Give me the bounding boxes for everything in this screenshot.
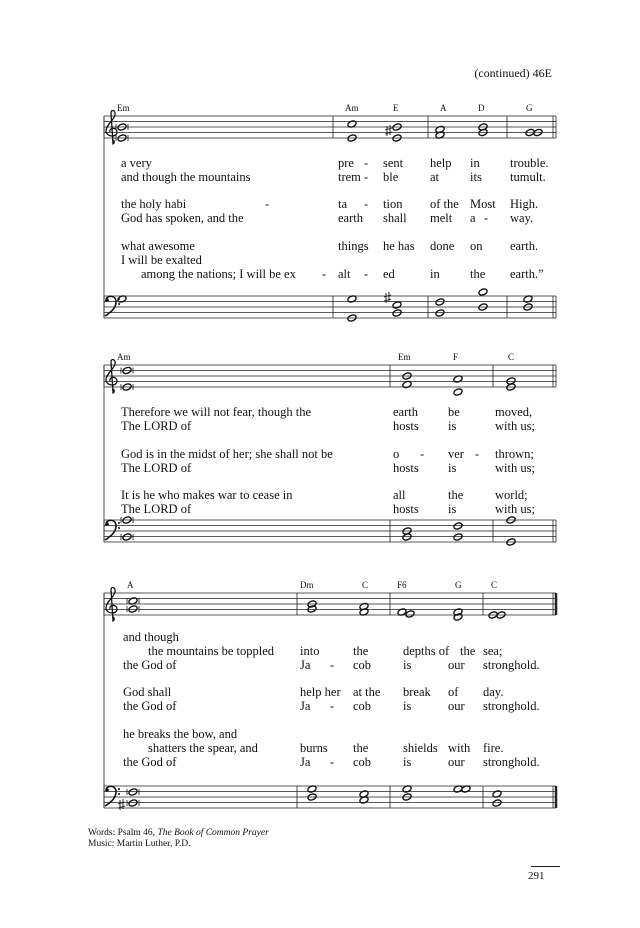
lyric-syllable: things [338, 239, 369, 253]
bass-clef-dot [105, 522, 109, 526]
continued-header: (continued) 46E [474, 66, 552, 80]
lyric-syllable: is [403, 755, 412, 769]
lyric-syllable: its [470, 170, 482, 184]
lyric-syllable: Therefore we will not fear, though the [121, 405, 312, 419]
note-head [128, 605, 138, 613]
note-head [453, 388, 463, 396]
chord-symbol: Am [117, 352, 131, 362]
lyric-syllable: o [393, 447, 400, 461]
chord-symbol: G [455, 580, 462, 590]
bass-clef-dot [105, 788, 109, 792]
lyric-syllable: burns [300, 741, 328, 755]
lyric-syllable: he has [383, 239, 415, 253]
lyric-syllable: Ja [300, 658, 311, 672]
lyric-syllable: our [448, 699, 465, 713]
lyric-syllable: God has spoken, and the [121, 211, 244, 225]
lyric-syllable: a very [121, 156, 152, 170]
lyric-syllable: stronghold. [483, 755, 540, 769]
lyric-syllable: with us; [495, 502, 535, 516]
lyric-syllable: ed [383, 267, 395, 281]
chord-symbol: C [362, 580, 369, 590]
lyric-syllable: the holy habi [121, 197, 187, 211]
lyric-syllable: cob [353, 658, 372, 672]
lyric-syllable: The LORD of [121, 502, 192, 516]
lyric-syllable: is [403, 699, 412, 713]
lyric-syllable: help [430, 156, 452, 170]
lyric-syllable: earth.” [510, 267, 544, 281]
lyric-syllable: in [470, 156, 480, 170]
lyric-syllable: - [364, 267, 369, 281]
lyric-syllable: of the [430, 197, 459, 211]
note-head [128, 799, 138, 807]
note-head [392, 301, 402, 309]
credits [88, 828, 269, 850]
words-credit: Words: Psalm 46, The Book of Common Prayer [88, 828, 269, 838]
bass-clef-dot [118, 793, 120, 795]
lyric-syllable: ver [448, 447, 464, 461]
lyric-syllable: - [420, 447, 425, 461]
lyric-syllable: moved, [495, 405, 533, 419]
lyric-syllable: It is he who makes war to cease in [121, 488, 293, 502]
lyric-syllable: the [470, 267, 486, 281]
lyric-syllable: all [393, 488, 406, 502]
lyric-syllable: sent [383, 156, 404, 170]
lyric-syllable: with us; [495, 419, 535, 433]
lyric-syllable: ta [338, 197, 348, 211]
lyric-syllable: is [403, 658, 412, 672]
lyric-syllable: into [300, 644, 320, 658]
lyric-syllable: the [353, 644, 369, 658]
lyric-syllable: pre [338, 156, 354, 170]
lyric-syllable: shatters the spear, and [148, 741, 258, 755]
bass-clef-dot [118, 527, 120, 529]
lyric-syllable: hosts [393, 419, 419, 433]
lyric-syllable: day. [483, 685, 504, 699]
lyric-syllable: depths of [403, 644, 450, 658]
lyric-syllable: stronghold. [483, 658, 540, 672]
note-head [492, 799, 502, 807]
lyric-syllable: is [448, 502, 457, 516]
lyric-syllable: break [403, 685, 431, 699]
lyric-syllable: Ja [300, 699, 311, 713]
lyric-syllable: - [265, 197, 270, 211]
lyric-syllable: earth. [510, 239, 539, 253]
page-number: 291 [528, 870, 545, 882]
lyric-syllable: and though the mountains [121, 170, 251, 184]
lyric-syllable: High. [510, 197, 539, 211]
lyric-syllable: the God of [123, 755, 177, 769]
lyric-syllable: the [460, 644, 476, 658]
lyric-syllable: shields [403, 741, 438, 755]
lyric-syllable: world; [495, 488, 528, 502]
lyric-syllable: the [353, 741, 369, 755]
lyric-syllable: cob [353, 699, 372, 713]
lyric-syllable: hosts [393, 502, 419, 516]
chord-symbol: A [440, 103, 447, 113]
chord-symbol: Em [117, 103, 130, 113]
lyric-syllable: - [364, 197, 369, 211]
chord-symbol: C [491, 580, 498, 590]
chord-symbol: G [526, 103, 533, 113]
note-head [453, 533, 463, 541]
lyric-syllable: thrown; [495, 447, 534, 461]
note-head [392, 309, 402, 317]
lyric-syllable: among the nations; I will be ex [141, 267, 296, 281]
lyric-syllable: and though [123, 630, 179, 644]
lyric-syllable: - [364, 156, 369, 170]
chord-symbol: F6 [397, 580, 407, 590]
chord-symbol: E [393, 103, 399, 113]
note-head [453, 522, 463, 530]
lyric-syllable: - [364, 170, 369, 184]
lyric-syllable: done [430, 239, 455, 253]
lyric-syllable: our [448, 658, 465, 672]
lyric-syllable: at [430, 170, 440, 184]
chord-symbol: D [478, 103, 485, 113]
lyric-syllable: The LORD of [121, 461, 192, 475]
page-number-rule [531, 866, 560, 867]
lyric-syllable: shall [383, 211, 407, 225]
lyric-syllable: Most [470, 197, 496, 211]
lyric-syllable: - [330, 699, 335, 713]
lyric-syllable: hosts [393, 461, 419, 475]
lyric-syllable: - [484, 211, 489, 225]
lyric-syllable: cob [353, 755, 372, 769]
lyric-syllable: a [470, 211, 476, 225]
chord-symbol: Em [398, 352, 411, 362]
lyric-syllable: Ja [300, 755, 311, 769]
lyric-syllable: our [448, 755, 465, 769]
lyric-syllable: melt [430, 211, 453, 225]
bass-clef-dot [118, 522, 120, 524]
lyric-syllable: trem [338, 170, 361, 184]
lyric-syllable: with [448, 741, 471, 755]
lyric-syllable: the [448, 488, 464, 502]
lyric-syllable: God shall [123, 685, 172, 699]
lyric-syllable: - [330, 658, 335, 672]
bass-clef-dot [105, 298, 109, 302]
lyric-syllable: be [448, 405, 460, 419]
note-head [435, 309, 445, 317]
lyric-syllable: earth [338, 211, 363, 225]
lyric-syllable: way. [510, 211, 534, 225]
lyric-syllable: the God of [123, 699, 177, 713]
chord-symbol: A [127, 580, 134, 590]
lyric-syllable: help her [300, 685, 341, 699]
lyric-syllable: - [322, 267, 327, 281]
lyric-syllable: what awesome [121, 239, 195, 253]
lyric-syllable: ble [383, 170, 399, 184]
note-head [435, 298, 445, 306]
lyric-syllable: tion [383, 197, 403, 211]
lyric-syllable: I will be exalted [121, 253, 202, 267]
lyric-syllable: the mountains be toppled [148, 644, 275, 658]
lyric-syllable: is [448, 419, 457, 433]
lyric-syllable: is [448, 461, 457, 475]
lyric-syllable: alt [338, 267, 351, 281]
bass-clef-dot [118, 303, 120, 305]
lyric-syllable: God is in the midst of her; she shall not be [121, 447, 333, 461]
lyric-syllable: fire. [483, 741, 504, 755]
lyric-syllable: earth [393, 405, 418, 419]
lyric-syllable: stronghold. [483, 699, 540, 713]
bass-clef-dot [118, 788, 120, 790]
lyric-syllable: with us; [495, 461, 535, 475]
chord-symbol: Dm [300, 580, 314, 590]
lyric-syllable: - [330, 755, 335, 769]
lyric-syllable: the God of [123, 658, 177, 672]
lyric-syllable: - [475, 447, 480, 461]
music-credit: Music: Martin Luther, P.D. [88, 839, 191, 849]
lyric-syllable: sea; [483, 644, 503, 658]
lyric-syllable: The LORD of [121, 419, 192, 433]
note-head [478, 288, 488, 296]
lyric-syllable: of [448, 685, 459, 699]
lyric-syllable: he breaks the bow, and [123, 727, 238, 741]
lyric-syllable: trouble. [510, 156, 549, 170]
lyric-syllable: tumult. [510, 170, 546, 184]
lyric-syllable: in [430, 267, 440, 281]
lyric-syllable: on [470, 239, 483, 253]
chord-symbol: F [453, 352, 459, 362]
lyric-syllable: at the [353, 685, 381, 699]
note-head [128, 788, 138, 796]
chord-symbol: Am [345, 103, 359, 113]
chord-symbol: C [508, 352, 515, 362]
note-head [122, 533, 132, 541]
